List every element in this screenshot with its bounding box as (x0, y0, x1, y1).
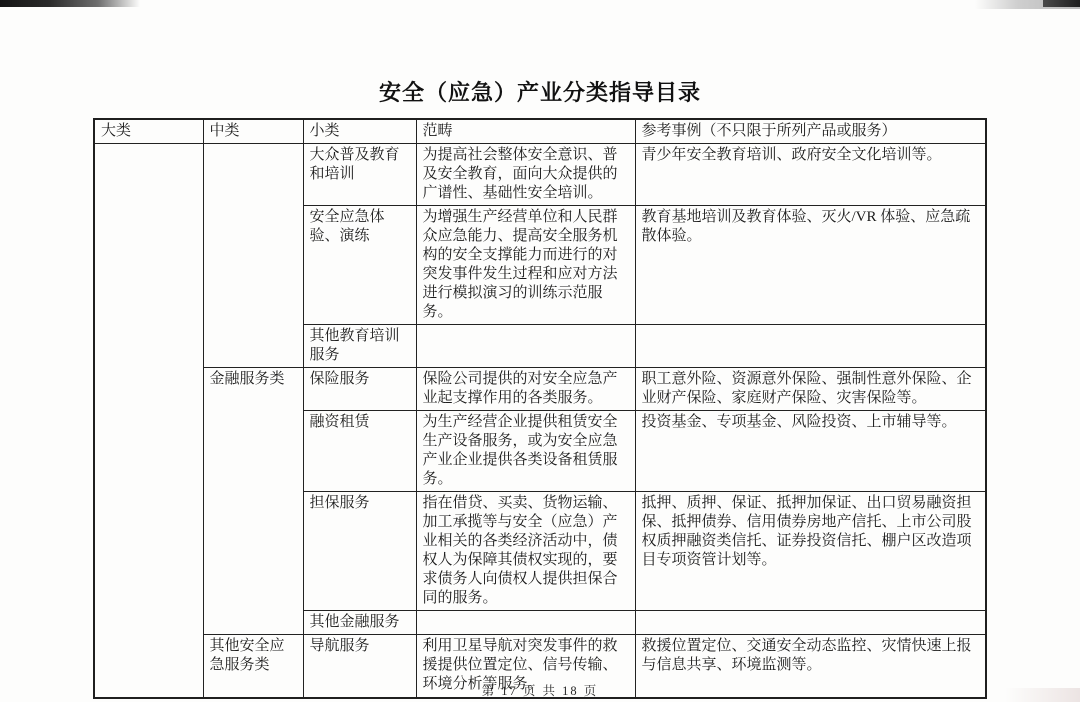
cell-scope: 保险公司提供的对安全应急产业起支撑作用的各类服务。 (416, 368, 635, 411)
cell-small-category: 担保服务 (303, 492, 416, 611)
header-small-category: 小类 (303, 119, 416, 144)
header-major-category: 大类 (94, 119, 203, 144)
cell-small-category: 其他金融服务 (303, 611, 416, 635)
cell-small-category: 融资租赁 (303, 411, 416, 492)
cell-scope: 利用卫星导航对突发事件的救援提供位置定位、信号传输、环境分析等服务。 (416, 635, 635, 698)
classification-table (93, 118, 987, 699)
cell-scope (416, 611, 635, 635)
cell-examples: 青少年安全教育培训、政府安全文化培训等。 (635, 144, 986, 206)
page-title: 安全（应急）产业分类指导目录 (378, 80, 701, 105)
header-examples: 参考事例（不只限于所列产品或服务） (635, 119, 986, 144)
scan-artifact-top-right-dark (1043, 0, 1080, 7)
cell-examples: 教育基地培训及教育体验、灭火/VR 体验、应急疏散体验。 (635, 206, 986, 325)
cell-small-category: 导航服务 (303, 635, 416, 698)
cell-major-category (94, 144, 203, 698)
cell-small-category: 安全应急体验、演练 (303, 206, 416, 325)
header-scope: 范畴 (416, 119, 635, 144)
cell-small-category: 保险服务 (303, 368, 416, 411)
scan-artifact-top-right-grey (975, 0, 1080, 9)
cell-scope: 指在借贷、买卖、货物运输、加工承揽等与安全（应急）产业相关的各类经济活动中，债权人为保障其债权实现的，要求债务人向债权人提供担保合同的服务。 (416, 492, 635, 611)
cell-small-category: 其他教育培训服务 (303, 325, 416, 368)
cell-scope: 为增强生产经营单位和人民群众应急能力、提高安全服务机构的安全支撑能力而进行的对突发事件发生过程和应对方法进行模拟演习的训练示范服务。 (416, 206, 635, 325)
cell-scope: 为提高社会整体安全意识、普及安全教育，面向大众提供的广谱性、基础性安全培训。 (416, 144, 635, 206)
cell-examples: 职工意外险、资源意外保险、强制性意外保险、企业财产保险、家庭财产保险、灾害保险等。 (635, 368, 986, 411)
scan-artifact-top-left (0, 0, 140, 7)
header-mid-category: 中类 (203, 119, 303, 144)
table-header-row (94, 119, 986, 144)
cell-examples (635, 611, 986, 635)
cell-examples: 抵押、质押、保证、抵押加保证、出口贸易融资担保、抵押债券、信用债券房地产信托、上市公司股权质押融资类信托、证券投资信托、棚户区改造项目专项资管计划等。 (635, 492, 986, 611)
table-row (94, 144, 986, 206)
page-number-footer: 第 17 页 共 18 页 (481, 684, 599, 698)
cell-scope: 为生产经营企业提供租赁安全生产设备服务，或为安全应急产业企业提供各类设备租赁服务。 (416, 411, 635, 492)
cell-examples (635, 325, 986, 368)
cell-mid-category: 其他安全应急服务类 (203, 635, 303, 698)
cell-mid-category: 金融服务类 (203, 368, 303, 635)
cell-scope (416, 325, 635, 368)
cell-mid-category (203, 144, 303, 368)
table-row (94, 368, 986, 411)
cell-small-category: 大众普及教育和培训 (303, 144, 416, 206)
cell-examples: 救援位置定位、交通安全动态监控、灾情快速上报与信息共享、环境监测等。 (635, 635, 986, 698)
cell-examples: 投资基金、专项基金、风险投资、上市辅导等。 (635, 411, 986, 492)
